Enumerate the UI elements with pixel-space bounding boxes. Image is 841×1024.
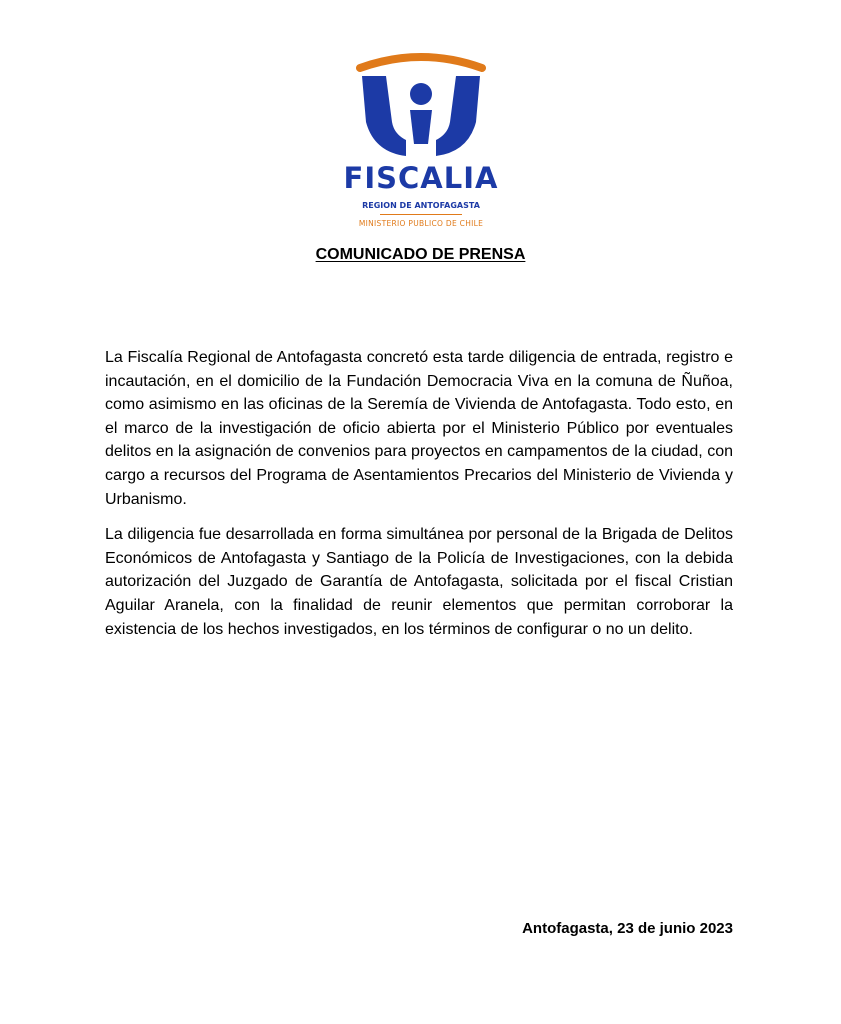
dateline: Antofagasta, 23 de junio 2023: [522, 920, 733, 937]
body-paragraph: La diligencia fue desarrollada en forma simultánea por personal de la Brigada de Delitos Económicos de Antofagasta y Santiago de la Policía de Investigaciones, con la debida autorización del Juzgado de Garantía de Antofagasta, solicitada por el fiscal Cristian Aguilar Aranela, con la finalidad de reunir elementos que permitan corroborar la existencia de los hechos investigados, en los términos de configurar o no un delito.: [105, 526, 733, 638]
document-title: COMUNICADO DE PRENSA: [315, 246, 526, 263]
logo-wordmark: FISCALIA: [343, 161, 499, 195]
fiscalia-logo: [334, 52, 508, 228]
document-body: [105, 346, 733, 653]
logo-region: REGION DE ANTOFAGASTA: [362, 201, 480, 210]
fiscalia-emblem-icon: [334, 52, 508, 164]
body-paragraph: La Fiscalía Regional de Antofagasta concretó esta tarde diligencia de entrada, registro e incautación, en el domicilio de la Fundación Democracia Viva en la comuna de Ñuñoa, como asimismo en las oficinas de la Seremía de Vivienda de Antofagasta. Todo esto, en el marco de la investigación de oficio abierta por el Ministerio Público por eventuales delitos en la asignación de convenios para proyectos en campamentos de la ciudad, con cargo a recursos del Programa de Asentamientos Precarios del Ministerio de Vivienda y Urbanismo.: [105, 349, 733, 508]
logo-divider: [380, 214, 462, 215]
logo-ministry: MINISTERIO PUBLICO DE CHILE: [358, 219, 484, 228]
